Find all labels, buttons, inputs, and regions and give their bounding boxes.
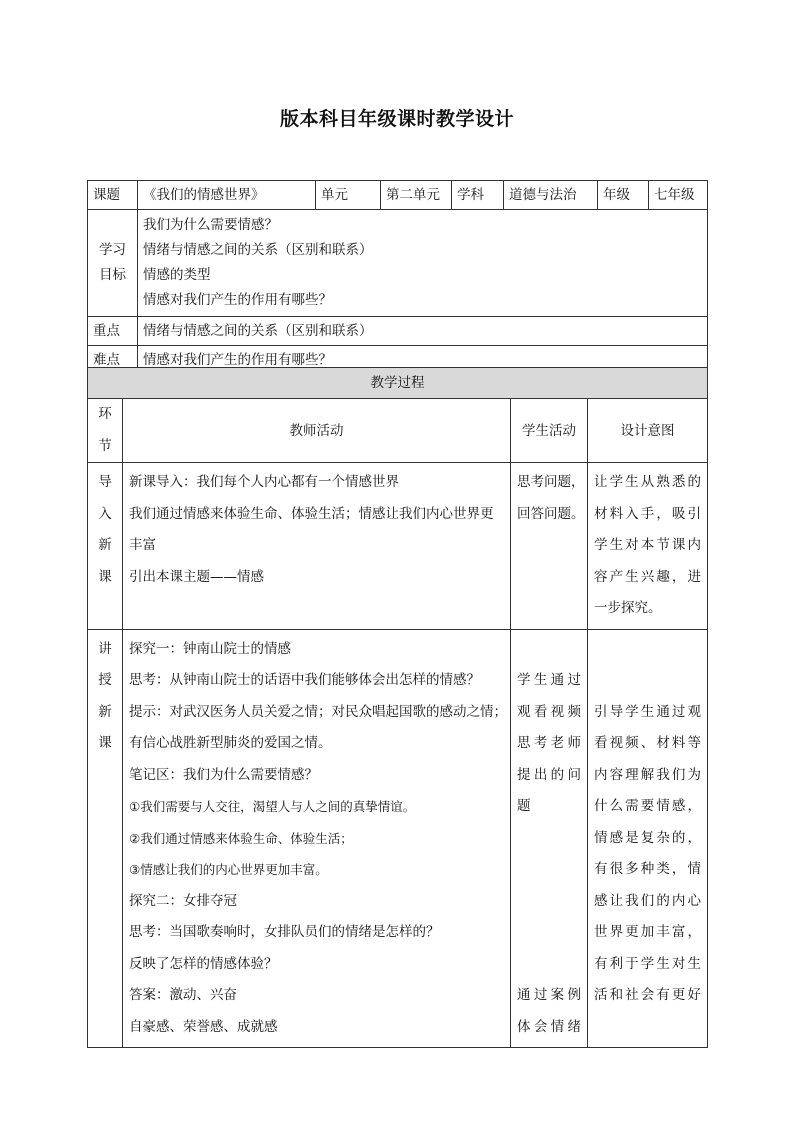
subject-label: 学科 xyxy=(452,181,504,210)
lecture-teacher: 探究一：钟南山院士的情感 思考：从钟南山院士的话语中我们能够体会出怎样的情感？ 提示：对武汉医务人员关爱之情；对民众唱起国歌的感动之情； 有信心战胜新型肺炎的爱国之情。 笔记区：我们为什么需要情感？ ①我们需要与人交往，渴望人与人之间的真挚情谊。 ②我们通过情感来体验生命、体验生活； ③情感让我们的内心世界更加丰富。 探究二：女排夺冠 思考：当国歌奏响时，女排队员们的情绪是怎样的？ 反映了怎样的情感体验？ 答案：激动、兴奋 自豪感、荣誉感、成就感 xyxy=(123,629,511,1048)
unit-value: 第二单元 xyxy=(381,181,452,210)
lecture-intent: 引导学生通过观 看视频、材料等 内容理解我们为 什么需要情感， 情感是复杂的， 有很多种类，情 感让我们的内心 世界更加丰富， 有利于学生对生 活和社会有更好 xyxy=(588,629,708,1048)
lecture-student: 学生通过 观看视频 思考老师 提出的问 题 通过案例 体会情绪 xyxy=(511,629,588,1048)
course-value: 《我们的情感世界》 xyxy=(138,181,316,210)
grade-label: 年级 xyxy=(598,181,649,210)
lecture-stage: 讲 授 新 课 xyxy=(88,629,123,1048)
subject-value: 道德与法治 xyxy=(504,181,598,210)
key-value: 情绪与情感之间的关系（区别和联系） xyxy=(138,317,708,346)
lesson-info-table xyxy=(87,180,708,375)
teacher-header: 教师活动 xyxy=(123,399,511,463)
process-table xyxy=(87,367,708,1048)
goal-item: 情绪与情感之间的关系（区别和联系） xyxy=(143,242,373,258)
goal-item: 情感对我们产生的作用有哪些？ xyxy=(143,292,332,308)
student-header: 学生活动 xyxy=(511,399,588,463)
intro-intent: 让学生从熟悉的 材料入手，吸引 学生对本节课内 容产生兴趣，进 一步探究。 xyxy=(588,463,708,630)
difficulty-value: 情感对我们产生的作用有哪些？ xyxy=(138,346,708,375)
goal-item: 我们为什么需要情感？ xyxy=(143,217,278,233)
goals-list xyxy=(138,210,708,317)
unit-label: 单元 xyxy=(316,181,381,210)
goals-label: 学习 目标 xyxy=(88,210,138,317)
key-label: 重点 xyxy=(88,317,138,346)
difficulty-label: 难点 xyxy=(88,346,138,375)
intro-stage: 导 入 新 课 xyxy=(88,463,123,630)
stage-header: 环 节 xyxy=(88,399,123,463)
course-label: 课题 xyxy=(88,181,138,210)
intro-teacher: 新课导入：我们每个人内心都有一个情感世界 我们通过情感来体验生命、体验生活；情感让我们内心世界更丰富 引出本课主题——情感 xyxy=(123,463,511,630)
process-header: 教学过程 xyxy=(88,368,708,399)
intent-header: 设计意图 xyxy=(588,399,708,463)
goal-item: 情感的类型 xyxy=(143,267,211,283)
page-title: 版本科目年级课时教学设计 xyxy=(279,108,514,130)
grade-value: 七年级 xyxy=(649,181,708,210)
intro-student: 思考问题， 回答问题。 xyxy=(511,463,588,630)
